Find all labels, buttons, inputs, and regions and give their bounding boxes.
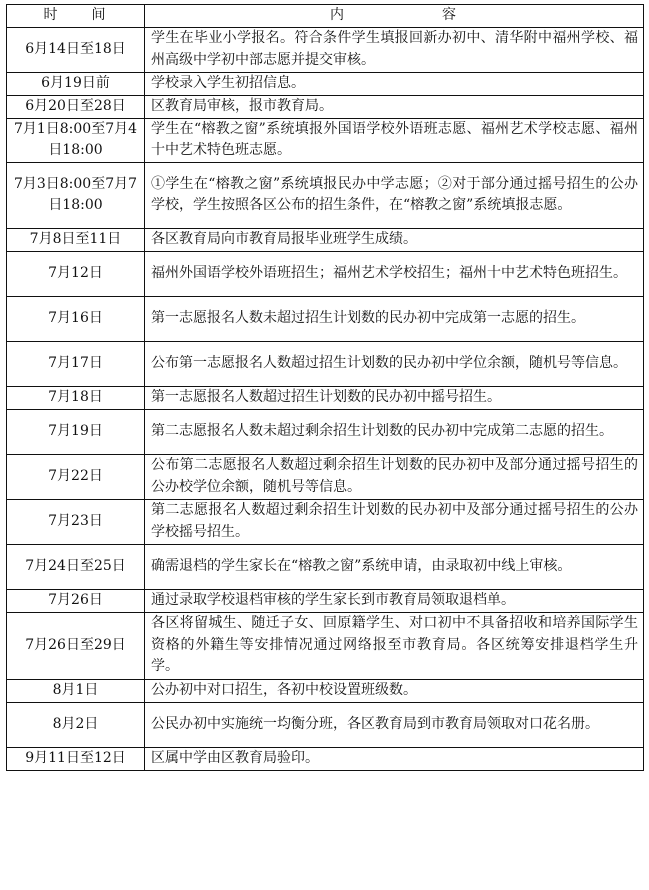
table-row [7, 544, 644, 589]
row-content: 公布第一志愿报名人数超过招生计划数的民办初中学位余额，随机号等信息。 [145, 341, 644, 386]
table-row [7, 747, 644, 770]
row-content: 第一志愿报名人数超过招生计划数的民办初中摇号招生。 [145, 386, 644, 409]
row-time: 7月8日至11日 [7, 228, 145, 251]
table-row [7, 499, 644, 544]
row-time: 9月11日至12日 [7, 747, 145, 770]
row-time: 7月22日 [7, 454, 145, 499]
row-content: 区属中学由区教育局验印。 [145, 747, 644, 770]
row-content: 各区教育局向市教育局报毕业班学生成绩。 [145, 228, 644, 251]
table-row [7, 589, 644, 612]
table-row [7, 341, 644, 386]
row-time: 7月1日8:00至7月4日18:00 [7, 118, 145, 162]
table-row [7, 95, 644, 118]
row-time: 7月19日 [7, 409, 145, 454]
row-content: 第二志愿报名人数超过剩余招生计划数的民办初中及部分通过摇号招生的公办学校摇号招生。 [145, 499, 644, 544]
table-row [7, 454, 644, 499]
table-row [7, 228, 644, 251]
row-content: 第二志愿报名人数未超过剩余招生计划数的民办初中完成第二志愿的招生。 [145, 409, 644, 454]
row-content: ①学生在“榕教之窗”系统填报民办中学志愿；②对于部分通过摇号招生的公办学校，学生按照各区公布的招生条件，在“榕教之窗”系统填报志愿。 [145, 162, 644, 228]
row-time: 6月14日至18日 [7, 27, 145, 72]
row-content: 第一志愿报名人数未超过招生计划数的民办初中完成第一志愿的招生。 [145, 296, 644, 341]
row-time: 7月18日 [7, 386, 145, 409]
table-row [7, 27, 644, 72]
enrollment-schedule-table [6, 4, 644, 771]
row-content: 学生在“榕教之窗”系统填报外国语学校外语班志愿、福州艺术学校志愿、福州十中艺术特色班志愿。 [145, 118, 644, 162]
row-content: 公民办初中实施统一均衡分班，各区教育局到市教育局领取对口花名册。 [145, 702, 644, 747]
row-content: 公布第二志愿报名人数超过剩余招生计划数的民办初中及部分通过摇号招生的公办校学位余额，随机号等信息。 [145, 454, 644, 499]
table-row [7, 296, 644, 341]
row-time: 7月3日8:00至7月7日18:00 [7, 162, 145, 228]
table-header-row [7, 5, 644, 28]
row-time: 7月26日至29日 [7, 612, 145, 679]
row-time: 7月23日 [7, 499, 145, 544]
table-row [7, 386, 644, 409]
row-time: 8月2日 [7, 702, 145, 747]
row-time: 7月24日至25日 [7, 544, 145, 589]
row-time: 7月16日 [7, 296, 145, 341]
table-row [7, 118, 644, 162]
row-time: 8月1日 [7, 679, 145, 702]
row-time: 7月26日 [7, 589, 145, 612]
row-content: 福州外国语学校外语班招生；福州艺术学校招生；福州十中艺术特色班招生。 [145, 251, 644, 296]
row-time: 7月17日 [7, 341, 145, 386]
row-content: 区教育局审核，报市教育局。 [145, 95, 644, 118]
header-content: 内 容 [145, 5, 644, 28]
table-row [7, 162, 644, 228]
row-content: 各区将留城生、随迁子女、回原籍学生、对口初中不具备招收和培养国际学生资格的外籍生等安排情况通过网络报至市教育局。各区统筹安排退档学生升学。 [145, 612, 644, 679]
row-content: 学生在毕业小学报名。符合条件学生填报回新办初中、清华附中福州学校、福州高级中学初中部志愿并提交审核。 [145, 27, 644, 72]
row-time: 6月19日前 [7, 72, 145, 95]
row-content: 学校录入学生初招信息。 [145, 72, 644, 95]
table-row [7, 612, 644, 679]
table-row [7, 679, 644, 702]
header-time: 时 间 [7, 5, 145, 28]
table-row [7, 409, 644, 454]
row-time: 7月12日 [7, 251, 145, 296]
table-row [7, 72, 644, 95]
row-content: 公办初中对口招生，各初中校设置班级数。 [145, 679, 644, 702]
row-content: 确需退档的学生家长在“榕教之窗”系统申请，由录取初中线上审核。 [145, 544, 644, 589]
row-content: 通过录取学校退档审核的学生家长到市教育局领取退档单。 [145, 589, 644, 612]
row-time: 6月20日至28日 [7, 95, 145, 118]
table-row [7, 251, 644, 296]
table-row [7, 702, 644, 747]
table-body [7, 27, 644, 770]
